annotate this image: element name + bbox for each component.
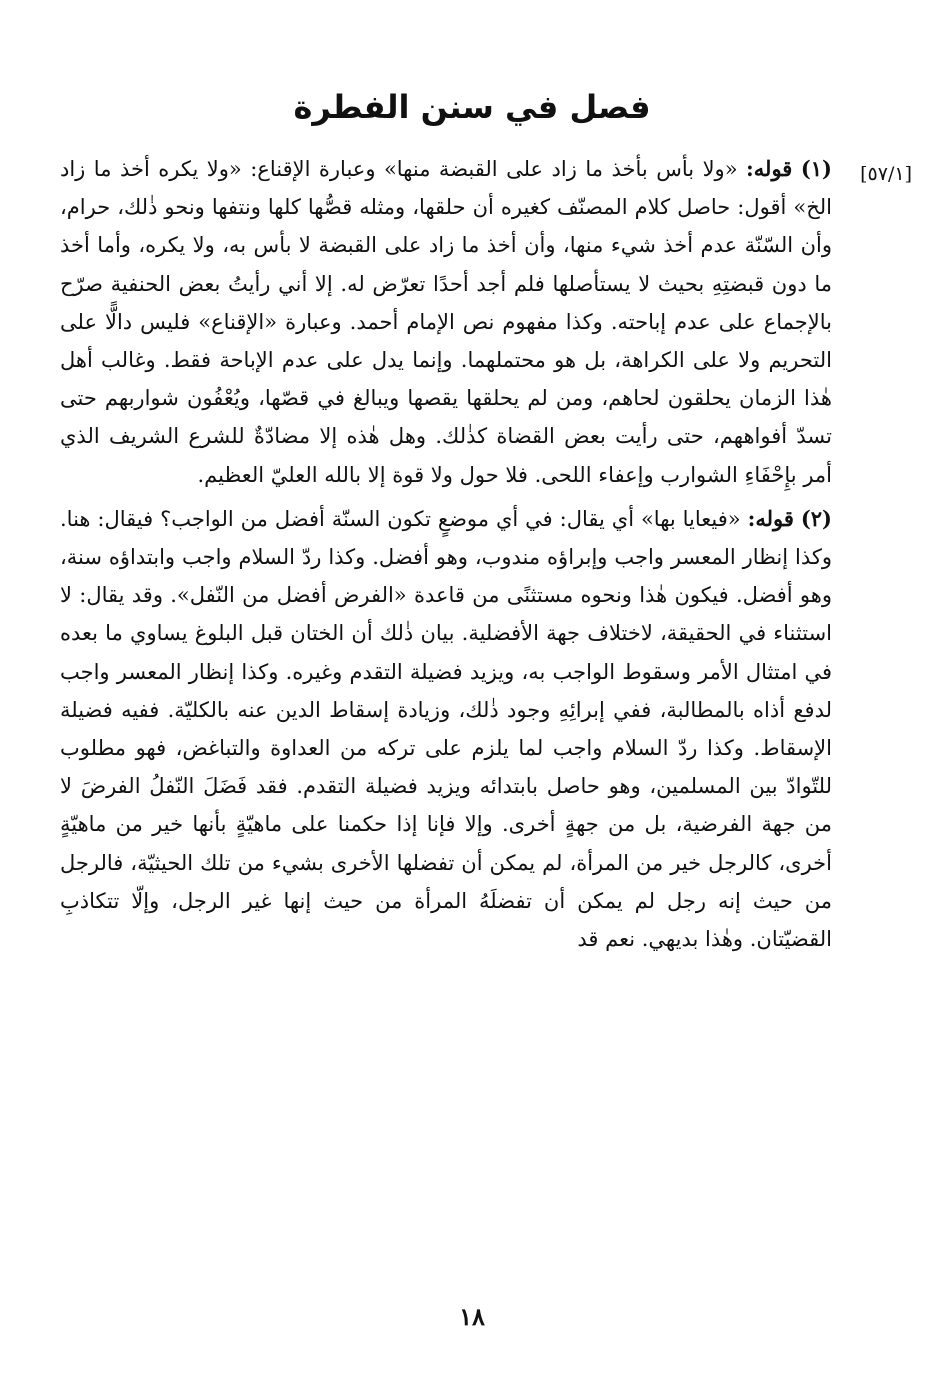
page-number: ١٨	[459, 1302, 485, 1331]
footnote-2-label: قوله:	[747, 505, 794, 531]
footnote-1-number: (١)	[800, 156, 832, 181]
footnote-1	[60, 150, 832, 494]
footnote-2-number: (٢)	[800, 505, 832, 531]
footnotes-body	[60, 150, 832, 958]
footnote-2	[60, 500, 832, 958]
footnote-1-text: «ولا بأس بأخذ ما زاد على القبضة منها» وعبارة الإقناع: «ولا يكره أخذ ما زاد الخ» أقول: حاصل كلام المصنّف كغيره أن حلقها، ومثله قصُّها كلها ونتفها ونحو ذٰلك، حرام، وأن السّنّة عدم أخذ شيء منها، وأن أخذ ما زاد على القبضة لا بأس به، ولا يكره، وأما أخذ ما دون قبضتِهِ بحيث لا يستأصلها فلم أجد أحدًا تعرّض له. إلا أني رأيتُ بعض الحنفية صرّح بالإجماع على عدم إباحته. وكذا مفهوم نص الإمام أحمد. وعبارة «الإقناع» فليس دالًّا على التحريم ولا على الكراهة، بل هو محتملهما. وإنما يدل على عدم الإباحة فقط. وغالب أهل هٰذا الزمان يحلقون لحاهم، ومن لم يحلقها يقصها ويبالغ في قصّها، ويُعْفُون شواربهم حتى تسدّ أفواههم، حتى رأيت بعض القضاة كذٰلك. وهل هٰذه إلا مضادّةٌ للشرع الشريف الذي أمر بإِحْفَاءِ الشوارب وإعفاء اللحى. فلا حول ولا قوة إلا بالله العليّ العظيم.	[60, 157, 832, 487]
footnote-1-label: قوله:	[746, 156, 793, 181]
page-title: فصل في سنن الفطرة	[293, 88, 651, 126]
marginal-reference: [٥٧/١]	[860, 163, 912, 185]
footnote-2-text: «فيعايا بها» أي يقال: في أي موضعٍ تكون السنّة أفضل من الواجب؟ فيقال: هنا. وكذا إنظار المعسر واجب وإبراؤه مندوب، وهو أفضل. وكذا ردّ السلام واجب وابتداؤه سنة، وهو أفضل. فيكون هٰذا ونحوه مستثنًى من قاعدة «الفرض أفضل من النّفل». وقد يقال: لا استثناء في الحقيقة، لاختلاف جهة الأفضلية. بيان ذٰلك أن الختان قبل البلوغ يساوي ما بعده في امتثال الأمر وسقوط الواجب به، ويزيد فضيلة التقدم وغيره. وكذا إنظار المعسر واجب لدفع أذاه بالمطالبة، ففي إبرائِهِ وجود ذٰلك، وزيادة إسقاط الدين عنه بالكليّة. ففيه فضيلة الإسقاط. وكذا ردّ السلام واجب لما يلزم على تركه من العداوة والتباغض، فهو مطلوب للتّوادّ بين المسلمين، وهو حاصل بابتدائه ويزيد فضيلة التقدم. فقد فَضَلَ النّفلُ الفرضَ لا من جهة الفرضية، بل من جهةٍ أخرى. وإلا فإنا إذا حكمنا على ماهيّةٍ بأنها خير من ماهيّةٍ أخرى، كالرجل خير من المرأة، لم يمكن أن تفضلها الأخرى بشيء من تلك الحيثيّة، فالرجل من حيث إنه رجل لم يمكن أن تفضلَهُ المرأة من حيث إنها غير الرجل، وإلّا تتكاذبِ القضيّتان. وهٰذا بديهي. نعم قد	[60, 506, 832, 952]
